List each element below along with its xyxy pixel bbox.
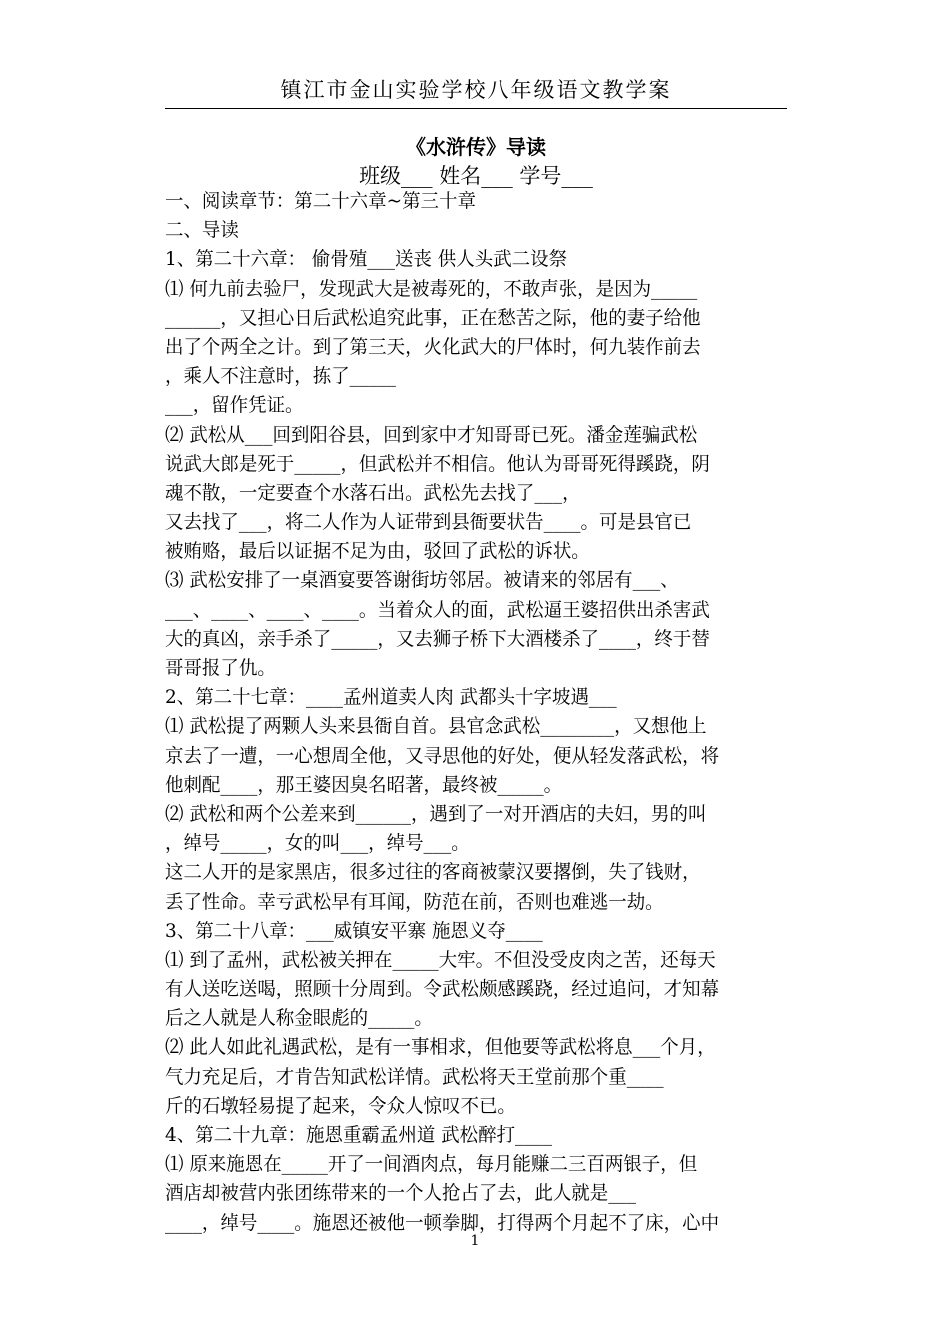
text-line: ___，留作凭证。 <box>165 394 304 417</box>
text-line: 有人送吃送喝，照顾十分周到。令武松颇感蹊跷，经过追问，才知幕 <box>165 978 720 1001</box>
text-line: 哥哥报了仇。 <box>165 657 276 679</box>
text-line: ⑵ 武松从___回到阳谷县，回到家中才知哥哥已死。潘金莲骗武松 <box>165 423 698 446</box>
text-line: ____，绰号____。施恩还被他一顿拳脚，打得两个月起不了床，心中 <box>165 1211 720 1234</box>
text-line: 魂不散，一定要查个水落石出。武松先去找了___， <box>165 481 581 504</box>
text-line: ⑴ 到了孟州，武松被关押在_____大牢。不但没受皮肉之苦，还每天 <box>165 948 716 971</box>
text-line: ⑴ 原来施恩在_____开了一间酒肉点，每月能赚二三百两银子，但 <box>165 1153 698 1176</box>
text-line: ___、____、____、____。当着众人的面，武松逼王婆招供出杀害武 <box>165 598 710 621</box>
text-line: ，乘人不注意时，拣了_____ <box>165 365 396 388</box>
text-line: ______，又担心日后武松追究此事，正在愁苦之际，他的妻子给他 <box>165 306 701 329</box>
text-line: 被贿赂，最后以证据不足为由，驳回了武松的诉状。 <box>165 540 590 563</box>
page-header: 镇江市金山实验学校八年级语文教学案 <box>165 74 787 109</box>
text-line: 出了个两全之计。到了第三天，火化武大的尸体时，何九装作前去 <box>165 335 701 358</box>
text-line: 大的真凶，亲手杀了_____，又去狮子桥下大酒楼杀了____，终于替 <box>165 627 710 650</box>
text-line: ，绰号_____，女的叫___，绰号___。 <box>165 832 470 855</box>
text-line: ⑵ 武松和两个公差来到______，遇到了一对开酒店的夫妇，男的叫 <box>165 802 707 825</box>
document-body <box>165 187 805 1238</box>
text-line: ⑵ 此人如此礼遇武松，是有一事相求，但他要等武松将息___个月， <box>165 1036 716 1059</box>
text-line: 斤的石墩轻易提了起来，令众人惊叹不已。 <box>165 1094 516 1117</box>
text-line: ⑴ 何九前去验尸，发现武大是被毒死的，不敢声张，是因为_____ <box>165 277 698 300</box>
text-line: ⑴ 武松提了两颗人头来县衙自首。县官念武松________，又想他上 <box>165 715 707 738</box>
text-line: 丢了性命。幸亏武松早有耳闻，防范在前，否则也难逃一劫。 <box>165 890 664 913</box>
text-line: 3、第二十八章：___威镇安平寨 施恩义夺____ <box>165 919 543 942</box>
text-line: 二、导读 <box>165 219 239 242</box>
text-line: 1、第二十六章： 偷骨殖___送丧 供人头武二设祭 <box>165 248 568 271</box>
text-line: 他刺配____，那王婆因臭名昭著，最终被_____。 <box>165 773 563 796</box>
text-line: 一、阅读章节：第二十六章~第三十章 <box>165 190 476 212</box>
text-line: 说武大郎是死于_____，但武松并不相信。他认为哥哥死得蹊跷，阴 <box>165 452 710 475</box>
text-line: 这二人开的是家黑店，很多过往的客商被蒙汉要撂倒，失了钱财， <box>165 861 701 884</box>
text-line: 气力充足后，才肯告知武松详情。武松将天王堂前那个重____ <box>165 1065 664 1088</box>
text-line: 京去了一遭，一心想周全他，又寻思他的好处，便从轻发落武松，将 <box>165 744 720 767</box>
page-number: 1 <box>470 1233 480 1249</box>
text-line: 2、第二十七章：____孟州道卖人肉 武都头十字坡遇___ <box>165 686 617 709</box>
text-line: 酒店却被营内张团练带来的一个人抢占了去，此人就是___ <box>165 1182 636 1205</box>
text-line: 又去找了___，将二人作为人证带到县衙要状告____。可是县官已 <box>165 511 692 534</box>
text-line: 4、第二十九章：施恩重霸孟州道 武松醉打____ <box>165 1124 552 1146</box>
text-line: ⑶ 武松安排了一桌酒宴要答谢街坊邻居。被请来的邻居有___、 <box>165 569 679 592</box>
text-line: 后之人就是人称金眼彪的_____。 <box>165 1007 433 1030</box>
student-info-line: 班级___ 姓名___ 学号___ <box>359 164 593 188</box>
document-title: 《水浒传》导读 <box>406 135 546 159</box>
